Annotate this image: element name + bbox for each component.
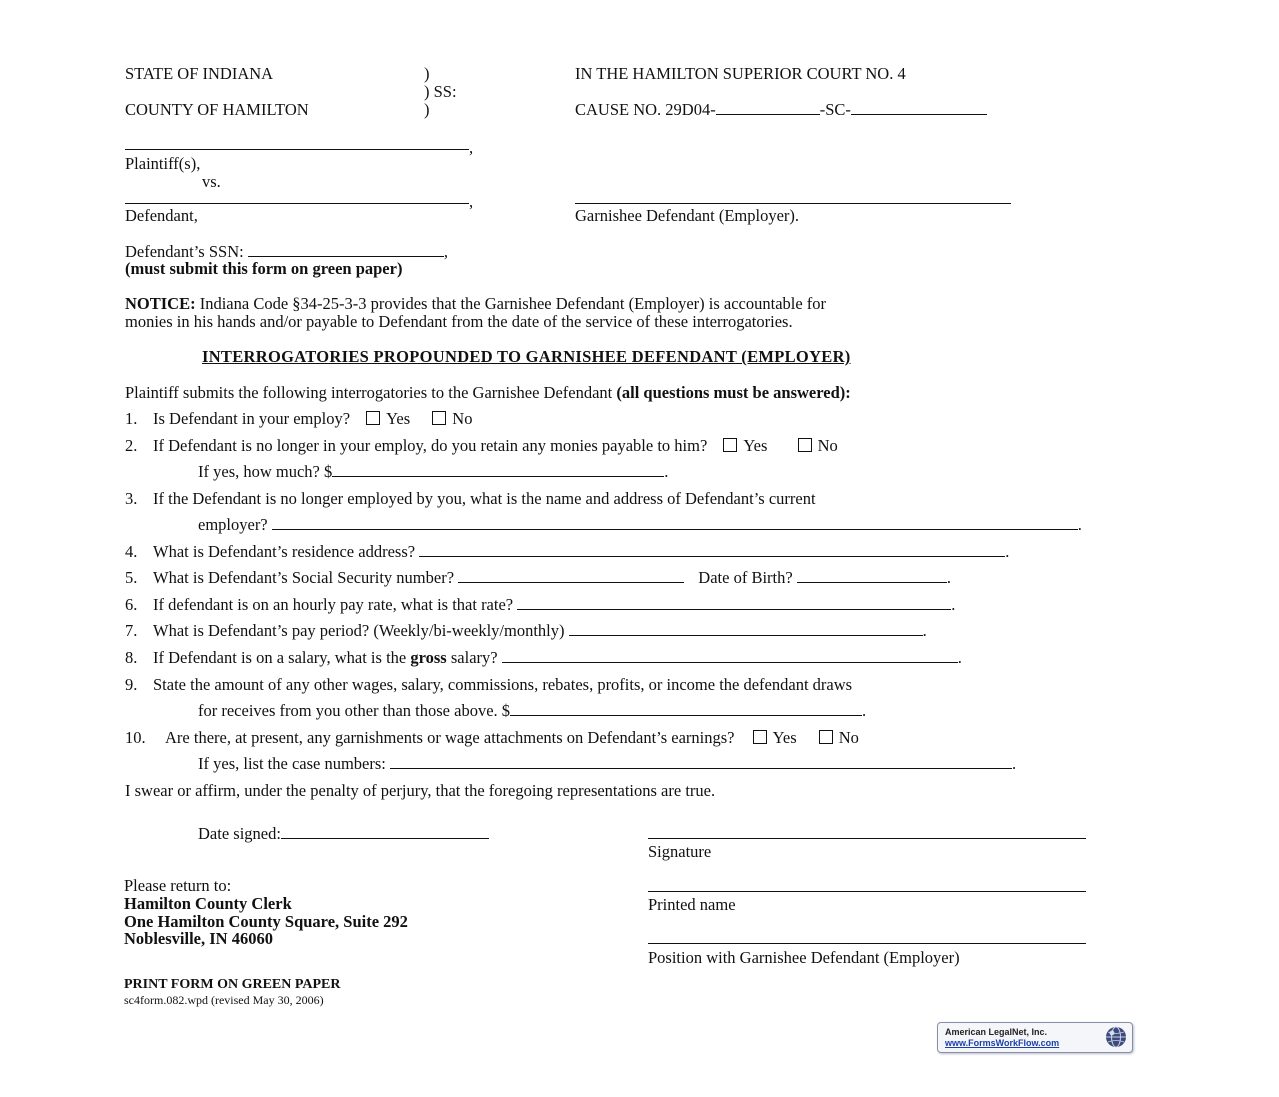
q2-yes-checkbox[interactable] xyxy=(723,438,737,452)
garnishee-label: Garnishee Defendant (Employer). xyxy=(575,206,800,225)
question-9: 9. State the amount of any other wages, salary, commissions, rebates, profits, or income the defendant draws xyxy=(125,675,853,694)
question-4: 4. What is Defendant’s residence address? . xyxy=(125,542,1010,561)
vs-label: vs. xyxy=(202,172,221,191)
question-3-employer: employer? . xyxy=(198,515,1082,534)
cause-number-blank-1[interactable] xyxy=(716,113,820,115)
logo-company-name: American LegalNet, Inc. xyxy=(945,1027,1048,1037)
globe-icon xyxy=(1104,1025,1128,1049)
plaintiff-comma: , xyxy=(469,138,474,157)
ssn-field: Defendant’s SSN: , xyxy=(125,242,448,261)
q3-employer-blank[interactable] xyxy=(272,528,1078,530)
notice-line-1: NOTICE: Indiana Code §34-25-3-3 provides that the Garnishee Defendant (Employer) is accountable for xyxy=(125,294,827,313)
q2-no-checkbox[interactable] xyxy=(798,438,812,452)
q1-yes-checkbox[interactable] xyxy=(366,411,380,425)
question-10: 10. Are there, at present, any garnishments or wage attachments on Defendant’s earnings? Yes No xyxy=(125,728,859,747)
notice-line-2: monies in his hands and/or payable to Defendant from the date of the service of these interrogatories. xyxy=(125,312,793,331)
cause-number: CAUSE NO. 29D04- -SC- xyxy=(575,102,987,119)
county-label: COUNTY OF HAMILTON xyxy=(125,100,309,119)
q6-rate-blank[interactable] xyxy=(517,608,951,610)
question-2: 2. If Defendant is no longer in your employ, do you retain any monies payable to him? Yes No xyxy=(125,436,838,455)
question-6: 6. If defendant is on an hourly pay rate, what is that rate? . xyxy=(125,595,956,614)
american-legalnet-logo[interactable] xyxy=(937,1022,1133,1053)
question-5: 5. What is Defendant’s Social Security number? Date of Birth? . xyxy=(125,568,951,587)
state-label: STATE OF INDIANA xyxy=(125,64,274,83)
question-1: 1. Is Defendant in your employ? Yes No xyxy=(125,409,473,428)
defendant-name-line[interactable] xyxy=(125,203,469,204)
plaintiff-name-line[interactable] xyxy=(125,149,469,150)
q8-salary-blank[interactable] xyxy=(502,661,958,663)
q2-amount-blank[interactable] xyxy=(332,475,664,477)
q7-period-blank[interactable] xyxy=(569,634,923,636)
printed-name-line[interactable] xyxy=(648,891,1086,892)
question-9-amount: for receives from you other than those above. $ . xyxy=(198,701,867,720)
return-address-line-3: Noblesville, IN 46060 xyxy=(124,929,273,948)
garnishee-name-line[interactable] xyxy=(575,203,1011,204)
caption-paren-1: ) xyxy=(424,64,430,83)
print-green-note: PRINT FORM ON GREEN PAPER xyxy=(124,977,341,992)
defendant-comma: , xyxy=(469,192,474,211)
logo-url-link[interactable]: www.FormsWorkFlow.com xyxy=(945,1038,1060,1048)
form-revision: sc4form.082.wpd (revised May 30, 2006) xyxy=(124,993,324,1007)
position-label: Position with Garnishee Defendant (Employer) xyxy=(648,948,960,967)
signature-line[interactable] xyxy=(648,838,1086,839)
q5-ssn-blank[interactable] xyxy=(458,581,684,583)
return-label: Please return to: xyxy=(124,876,232,895)
q5-dob-blank[interactable] xyxy=(797,581,947,583)
question-2-amount: If yes, how much? $ . xyxy=(198,462,669,481)
position-line[interactable] xyxy=(648,943,1086,944)
printed-name-label: Printed name xyxy=(648,895,736,914)
court-name: IN THE HAMILTON SUPERIOR COURT NO. 4 xyxy=(575,64,906,83)
ssn-blank[interactable] xyxy=(248,255,444,257)
q10-no-checkbox[interactable] xyxy=(819,730,833,744)
question-8: 8. If Defendant is on a salary, what is the gross salary? . xyxy=(125,648,962,667)
return-address-line-2: One Hamilton County Square, Suite 292 xyxy=(124,912,408,931)
q10-cases-blank[interactable] xyxy=(390,767,1012,769)
q10-yes-checkbox[interactable] xyxy=(753,730,767,744)
date-signed-field: Date signed: xyxy=(198,826,489,843)
affirmation-text: I swear or affirm, under the penalty of perjury, that the foregoing representations are true. xyxy=(125,781,716,800)
plaintiff-label: Plaintiff(s), xyxy=(125,154,201,173)
green-paper-note: (must submit this form on green paper) xyxy=(125,259,403,278)
cause-number-blank-2[interactable] xyxy=(851,113,987,115)
question-10-cases: If yes, list the case numbers: . xyxy=(198,754,1017,773)
signature-label: Signature xyxy=(648,842,712,861)
question-3: 3. If the Defendant is no longer employed by you, what is the name and address of Defendant’s current xyxy=(125,489,816,508)
intro-text: Plaintiff submits the following interrogatories to the Garnishee Defendant (all questions must be answered): xyxy=(125,383,851,402)
q9-amount-blank[interactable] xyxy=(510,714,862,716)
q1-no-checkbox[interactable] xyxy=(432,411,446,425)
defendant-label: Defendant, xyxy=(125,206,198,225)
interrogatories-heading: INTERROGATORIES PROPOUNDED TO GARNISHEE DEFENDANT (EMPLOYER) xyxy=(202,347,851,366)
date-signed-blank[interactable] xyxy=(281,837,489,839)
ss-label: ) SS: xyxy=(424,82,457,101)
question-7: 7. What is Defendant’s pay period? (Weekly/bi-weekly/monthly) . xyxy=(125,621,927,640)
return-address-line-1: Hamilton County Clerk xyxy=(124,894,292,913)
q4-address-blank[interactable] xyxy=(419,555,1005,557)
caption-paren-3: ) xyxy=(424,100,430,119)
